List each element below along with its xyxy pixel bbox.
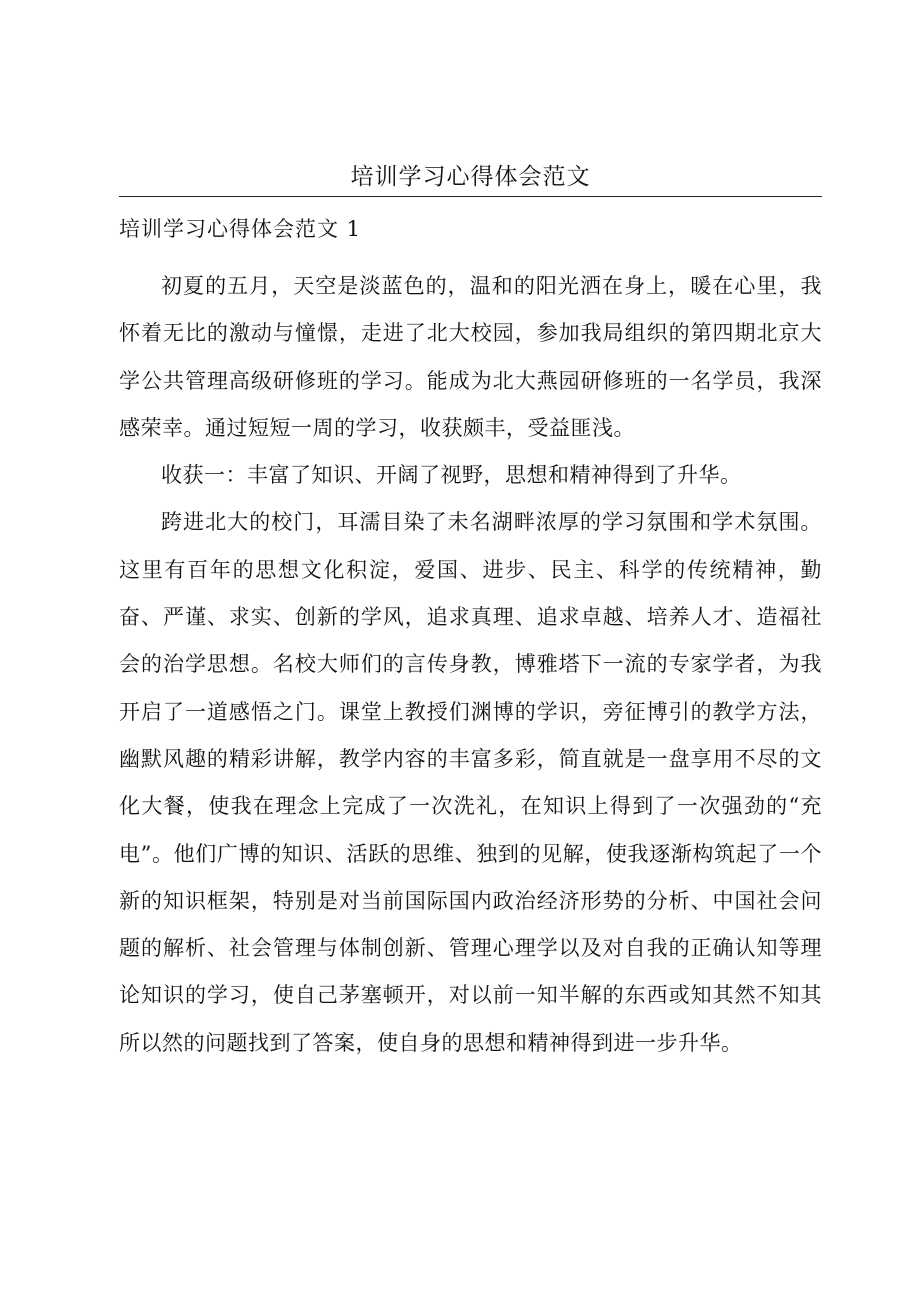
document-body [119,263,822,1067]
document-title: 培训学习心得体会范文 [350,164,591,190]
paragraph-harvest-one: 收获一：丰富了知识、开阔了视野，思想和精神得到了升华。 [161,463,742,488]
page-header [119,158,822,197]
paragraph-campus: 跨进北大的校门，耳濡目染了未名湖畔浓厚的学习氛围和学术氛围。这里有百年的思想文化积淀，爱国、进步、民主、科学的传统精神，勤奋、严谨、求实、创新的学风，追求真理、追求卓越、培养人才、造福社会的治学思想。名校大师们的言传身教，博雅塔下一流的专家学者，为我开启了一道感悟之门。课堂上教授们渊博的学识，旁征博引的教学方法，幽默风趣的精彩讲解，教学内容的丰富多彩，简直就是一盘享用不尽的文化大餐，使我在理念上完成了一次洗礼，在知识上得到了一次强劲的“充电”。他们广博的知识、活跃的思维、独到的见解，使我逐渐构筑起了一个新的知识框架，特别是对当前国际国内政治经济形势的分析、中国社会问题的解析、社会管理与体制创新、管理心理学以及对自我的正确认知等理论知识的学习，使自己茅塞顿开，对以前一知半解的东西或知其然不知其所以然的问题找到了答案，使自身的思想和精神得到进一步升华。 [119,510,822,1055]
paragraph-intro: 初夏的五月，天空是淡蓝色的，温和的阳光洒在身上，暖在心里，我怀着无比的激动与憧憬，走进了北大校园，参加我局组织的第四期北京大学公共管理高级研修班的学习。能成为北大燕园研修班的一名学员，我深感荣幸。通过短短一周的学习，收获颇丰，受益匪浅。 [119,274,822,440]
section-title: 培训学习心得体会范文 1 [119,217,362,241]
